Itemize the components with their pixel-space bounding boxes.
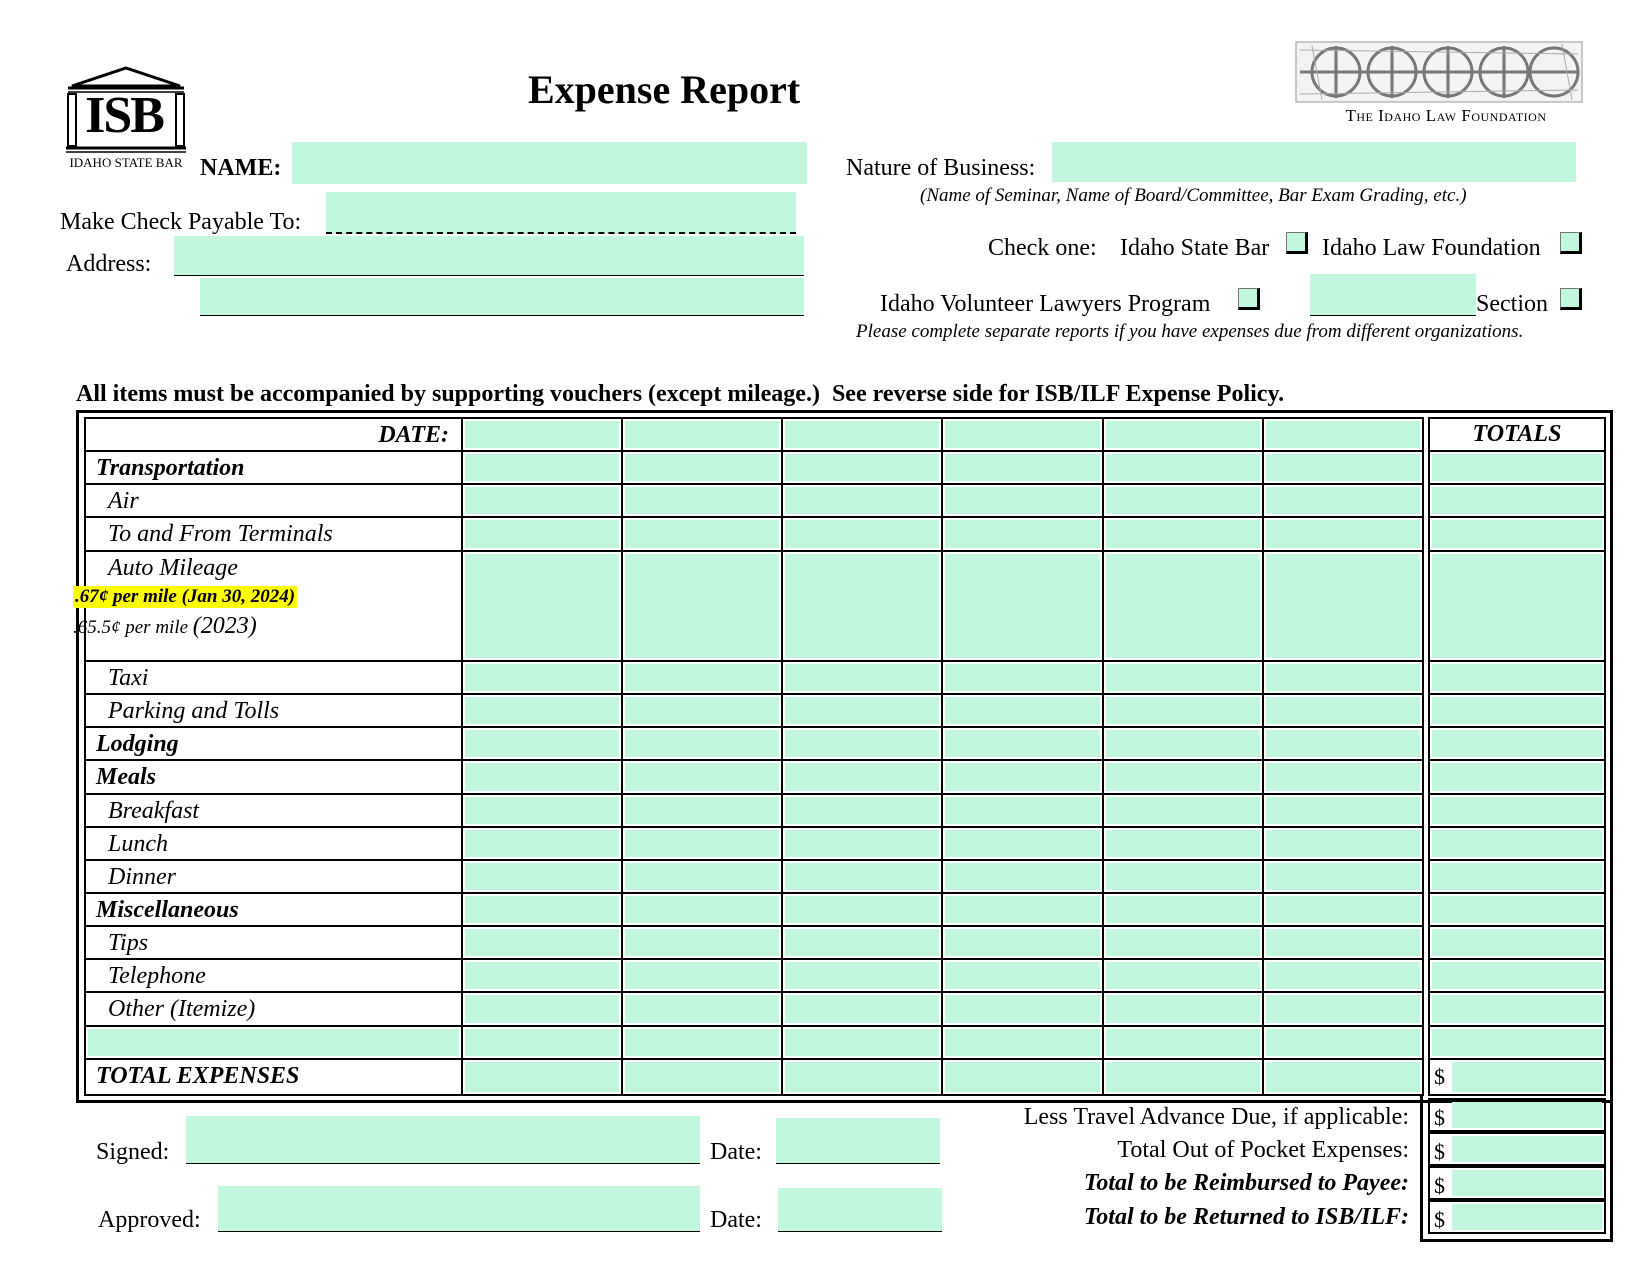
lodging-label: Lodging	[85, 727, 462, 760]
expense-cell[interactable]	[622, 517, 782, 550]
table-row	[85, 760, 1423, 793]
expense-cell[interactable]	[462, 727, 622, 760]
table-row	[85, 926, 1423, 959]
out-of-pocket-field[interactable]	[1452, 1136, 1602, 1162]
expense-cell[interactable]	[622, 926, 782, 959]
expense-cell[interactable]	[782, 794, 942, 827]
expense-table	[73, 417, 1424, 1096]
expense-cell[interactable]	[1103, 694, 1263, 727]
approved-date-label: Date:	[710, 1207, 762, 1233]
total-cell[interactable]	[782, 1059, 942, 1095]
table-row	[85, 827, 1423, 860]
name-field[interactable]	[292, 142, 807, 184]
expense-cell[interactable]	[1263, 926, 1423, 959]
expense-cell[interactable]	[1263, 484, 1423, 517]
expense-cell[interactable]	[462, 484, 622, 517]
advance-row	[1428, 1098, 1606, 1132]
terminals-label: To and From Terminals	[85, 517, 462, 550]
org-ilf-checkbox[interactable]	[1560, 232, 1582, 254]
totals-cell[interactable]	[1429, 794, 1605, 827]
expense-cell[interactable]	[1103, 551, 1263, 661]
date-label: DATE:	[85, 418, 462, 451]
approved-field[interactable]	[218, 1186, 700, 1232]
expense-cell[interactable]	[622, 959, 782, 992]
lunch-label: Lunch	[85, 827, 462, 860]
signed-label: Signed:	[96, 1139, 170, 1165]
expense-cell[interactable]	[622, 827, 782, 860]
expense-cell[interactable]	[1103, 727, 1263, 760]
tips-label: Tips	[85, 926, 462, 959]
table-row	[85, 517, 1423, 550]
breakfast-label: Breakfast	[85, 794, 462, 827]
expense-cell[interactable]	[1263, 860, 1423, 893]
separate-reports-note: Please complete separate reports if you have expenses due from different organizations.	[856, 321, 1524, 342]
expense-cell[interactable]	[462, 551, 622, 661]
expense-cell[interactable]	[1263, 893, 1423, 926]
expense-cell[interactable]	[1103, 484, 1263, 517]
reimbursed-field[interactable]	[1452, 1170, 1602, 1196]
isb-logo-subtitle: IDAHO STATE BAR	[69, 155, 183, 170]
table-row	[85, 451, 1423, 484]
org-isb-checkbox[interactable]	[1286, 232, 1308, 254]
expense-cell[interactable]	[782, 926, 942, 959]
telephone-label: Telephone	[85, 959, 462, 992]
signed-field[interactable]	[186, 1116, 700, 1164]
total-cell[interactable]	[622, 1059, 782, 1095]
expense-cell[interactable]	[462, 992, 622, 1025]
expense-cell[interactable]	[942, 1026, 1102, 1059]
check-one-label: Check one:	[988, 235, 1097, 261]
totals-cell[interactable]	[1429, 694, 1605, 727]
air-label: Air	[85, 484, 462, 517]
transportation-label: Transportation	[85, 451, 462, 484]
nature-hint: (Name of Seminar, Name of Board/Committee, Bar Exam Grading, etc.)	[920, 185, 1467, 206]
totals-cell[interactable]	[1429, 661, 1605, 694]
total-cell[interactable]	[462, 1059, 622, 1095]
expense-cell[interactable]	[1103, 893, 1263, 926]
expense-cell[interactable]	[462, 794, 622, 827]
expense-cell[interactable]	[1103, 517, 1263, 550]
expense-cell[interactable]	[1263, 694, 1423, 727]
expense-cell[interactable]	[782, 992, 942, 1025]
expense-cell[interactable]	[462, 926, 622, 959]
expense-cell[interactable]	[782, 551, 942, 661]
expense-cell[interactable]	[782, 860, 942, 893]
expense-cell[interactable]	[622, 860, 782, 893]
returned-field[interactable]	[1452, 1204, 1602, 1230]
expense-cell[interactable]	[1103, 926, 1263, 959]
totals-cell[interactable]	[1429, 959, 1605, 992]
expense-cell[interactable]	[462, 661, 622, 694]
expense-cell[interactable]	[462, 860, 622, 893]
total-cell[interactable]	[1263, 1059, 1423, 1095]
expense-cell[interactable]	[462, 451, 622, 484]
expense-cell[interactable]	[1103, 827, 1263, 860]
expense-cell[interactable]	[462, 517, 622, 550]
dinner-label: Dinner	[85, 860, 462, 893]
expense-cell[interactable]	[1103, 1026, 1263, 1059]
date-cell-5[interactable]	[1103, 418, 1263, 451]
section-name-field[interactable]	[1310, 274, 1476, 316]
grand-total-cell[interactable]	[1429, 1059, 1605, 1095]
expense-cell[interactable]	[942, 794, 1102, 827]
page-title: Expense Report	[528, 67, 801, 112]
expense-cell[interactable]	[1263, 727, 1423, 760]
date-cell-3[interactable]	[782, 418, 942, 451]
misc-label: Miscellaneous	[85, 893, 462, 926]
org-isb-label: Idaho State Bar	[1120, 235, 1270, 261]
advance-dollar: $	[1434, 1105, 1445, 1130]
expense-cell[interactable]	[622, 551, 782, 661]
address-line-1-field[interactable]	[174, 236, 804, 276]
other-itemize-field[interactable]	[85, 1026, 462, 1059]
totals-column	[1428, 417, 1606, 1096]
nature-field[interactable]	[1052, 142, 1576, 182]
expense-cell[interactable]	[782, 1026, 942, 1059]
returned-row	[1428, 1200, 1606, 1234]
org-ilf-label: Idaho Law Foundation	[1322, 235, 1541, 261]
totals-cell[interactable]	[1429, 727, 1605, 760]
table-row	[85, 893, 1423, 926]
expense-cell[interactable]	[462, 827, 622, 860]
reimbursed-row	[1428, 1166, 1606, 1200]
expense-cell[interactable]	[1263, 517, 1423, 550]
advance-field[interactable]	[1452, 1102, 1602, 1128]
expense-cell[interactable]	[1103, 794, 1263, 827]
expense-cell[interactable]	[782, 827, 942, 860]
expense-cell[interactable]	[782, 484, 942, 517]
totals-cell[interactable]	[1429, 893, 1605, 926]
reimbursed-label: Total to be Reimbursed to Payee:	[1083, 1170, 1409, 1196]
isb-logo	[64, 66, 184, 170]
address-line-2-field[interactable]	[200, 278, 804, 316]
expense-cell[interactable]	[1103, 451, 1263, 484]
expense-cell[interactable]	[1263, 992, 1423, 1025]
expense-cell[interactable]	[942, 661, 1102, 694]
out-of-pocket-row	[1428, 1132, 1606, 1166]
expense-cell[interactable]	[782, 451, 942, 484]
totals-cell[interactable]	[1429, 992, 1605, 1025]
expense-cell[interactable]	[942, 451, 1102, 484]
totals-cell[interactable]	[1429, 551, 1605, 661]
expense-cell[interactable]	[1263, 551, 1423, 661]
other-label: Other (Itemize)	[85, 992, 462, 1025]
expense-cell[interactable]	[622, 484, 782, 517]
expense-cell[interactable]	[622, 727, 782, 760]
date-cell-2[interactable]	[622, 418, 782, 451]
expense-cell[interactable]	[1103, 992, 1263, 1025]
expense-cell[interactable]	[942, 551, 1102, 661]
date-cell-4[interactable]	[942, 418, 1102, 451]
expense-cell[interactable]	[942, 926, 1102, 959]
expense-cell[interactable]	[622, 1026, 782, 1059]
out-of-pocket-dollar: $	[1434, 1139, 1445, 1164]
expense-cell[interactable]	[942, 893, 1102, 926]
table-row	[85, 860, 1423, 893]
org-ivlp-checkbox[interactable]	[1238, 288, 1260, 310]
totals-cell[interactable]	[1429, 451, 1605, 484]
org-section-label: Section	[1476, 291, 1548, 317]
expense-cell[interactable]	[622, 760, 782, 793]
signed-date-field[interactable]	[776, 1118, 940, 1164]
totals-cell[interactable]	[1429, 517, 1605, 550]
out-of-pocket-label: Total Out of Pocket Expenses:	[1117, 1137, 1409, 1163]
total-expenses-label: TOTAL EXPENSES	[85, 1059, 462, 1095]
totals-header: TOTALS	[1429, 418, 1605, 451]
table-row	[85, 1026, 1423, 1059]
totals-cell[interactable]	[1429, 827, 1605, 860]
expense-cell[interactable]	[1263, 1026, 1423, 1059]
date-row	[85, 418, 1423, 451]
signed-date-label: Date:	[710, 1139, 762, 1165]
expense-cell[interactable]	[942, 992, 1102, 1025]
expense-cell[interactable]	[622, 794, 782, 827]
expense-cell[interactable]	[462, 760, 622, 793]
meals-label: Meals	[85, 760, 462, 793]
org-section-checkbox[interactable]	[1560, 288, 1582, 310]
parking-label: Parking and Tolls	[85, 694, 462, 727]
grand-total-field[interactable]	[1452, 1062, 1602, 1092]
table-row	[85, 794, 1423, 827]
expense-cell[interactable]	[1263, 794, 1423, 827]
expense-cell[interactable]	[942, 484, 1102, 517]
payable-field[interactable]	[326, 192, 796, 234]
expense-cell[interactable]	[782, 517, 942, 550]
date-cell-1[interactable]	[462, 418, 622, 451]
table-row	[85, 551, 1423, 661]
expense-cell[interactable]	[1263, 827, 1423, 860]
totals-cell[interactable]	[1429, 860, 1605, 893]
expense-cell[interactable]	[1103, 959, 1263, 992]
advance-label: Less Travel Advance Due, if applicable:	[1023, 1104, 1409, 1130]
expense-cell[interactable]	[1263, 959, 1423, 992]
taxi-label: Taxi	[85, 661, 462, 694]
returned-dollar: $	[1434, 1207, 1445, 1232]
returned-label: Total to be Returned to ISB/ILF:	[1083, 1204, 1409, 1230]
name-label: NAME:	[200, 155, 282, 181]
table-row	[85, 661, 1423, 694]
total-cell[interactable]	[1103, 1059, 1263, 1095]
expense-cell[interactable]	[782, 893, 942, 926]
voucher-notice: All items must be accompanied by supporting vouchers (except mileage.) See reverse side for ISB/ILF Expense Policy.	[76, 381, 1285, 407]
auto-mileage-label: Auto Mileage .67¢ per mile (Jan 30, 2024) .65.5¢ per mile (2023)	[85, 551, 462, 661]
table-row	[85, 959, 1423, 992]
expense-cell[interactable]	[1263, 760, 1423, 793]
total-cell[interactable]	[942, 1059, 1102, 1095]
expense-cell[interactable]	[462, 694, 622, 727]
expense-cell[interactable]	[1103, 760, 1263, 793]
totals-cell[interactable]	[1429, 926, 1605, 959]
payable-label: Make Check Payable To:	[60, 209, 302, 235]
expense-cell[interactable]	[782, 727, 942, 760]
expense-cell[interactable]	[462, 959, 622, 992]
date-cell-6[interactable]	[1263, 418, 1423, 451]
org-ivlp-label: Idaho Volunteer Lawyers Program	[880, 291, 1211, 317]
expense-cell[interactable]	[462, 1026, 622, 1059]
expense-cell[interactable]	[942, 517, 1102, 550]
expense-cell[interactable]	[462, 893, 622, 926]
approved-date-field[interactable]	[778, 1188, 942, 1232]
table-row	[85, 484, 1423, 517]
expense-cell[interactable]	[1103, 860, 1263, 893]
expense-cell[interactable]	[622, 992, 782, 1025]
expense-cell[interactable]	[1263, 451, 1423, 484]
expense-cell[interactable]	[942, 860, 1102, 893]
expense-cell[interactable]	[942, 959, 1102, 992]
nature-label: Nature of Business:	[846, 155, 1036, 181]
expense-cell[interactable]	[782, 661, 942, 694]
expense-cell[interactable]	[782, 959, 942, 992]
expense-cell[interactable]	[622, 893, 782, 926]
expense-cell[interactable]	[942, 694, 1102, 727]
ilf-logo-icon	[1292, 38, 1586, 106]
total-expenses-row	[85, 1059, 1423, 1095]
table-row	[85, 727, 1423, 760]
address-label: Address:	[66, 251, 152, 277]
table-row	[85, 992, 1423, 1025]
expense-cell[interactable]	[622, 661, 782, 694]
reimbursed-dollar: $	[1434, 1173, 1445, 1198]
expense-cell[interactable]	[942, 760, 1102, 793]
table-row	[85, 694, 1423, 727]
ilf-logo-text: The Idaho Law Foundation	[1345, 106, 1547, 125]
expense-cell[interactable]	[622, 694, 782, 727]
expense-cell[interactable]	[1103, 661, 1263, 694]
expense-cell[interactable]	[942, 727, 1102, 760]
rate-2024-note: .67¢ per mile (Jan 30, 2024)	[75, 585, 296, 607]
totals-cell[interactable]	[1429, 484, 1605, 517]
totals-cell[interactable]	[1429, 1026, 1605, 1059]
expense-cell[interactable]	[782, 760, 942, 793]
rate-2023-note: .65.5¢ per mile (2023)	[73, 612, 257, 639]
expense-cell[interactable]	[1263, 661, 1423, 694]
expense-cell[interactable]	[782, 694, 942, 727]
isb-logo-letters: ISB	[85, 87, 163, 144]
grand-total-dollar: $	[1434, 1063, 1445, 1089]
totals-cell[interactable]	[1429, 760, 1605, 793]
expense-cell[interactable]	[942, 827, 1102, 860]
expense-cell[interactable]	[622, 451, 782, 484]
approved-label: Approved:	[98, 1207, 201, 1233]
